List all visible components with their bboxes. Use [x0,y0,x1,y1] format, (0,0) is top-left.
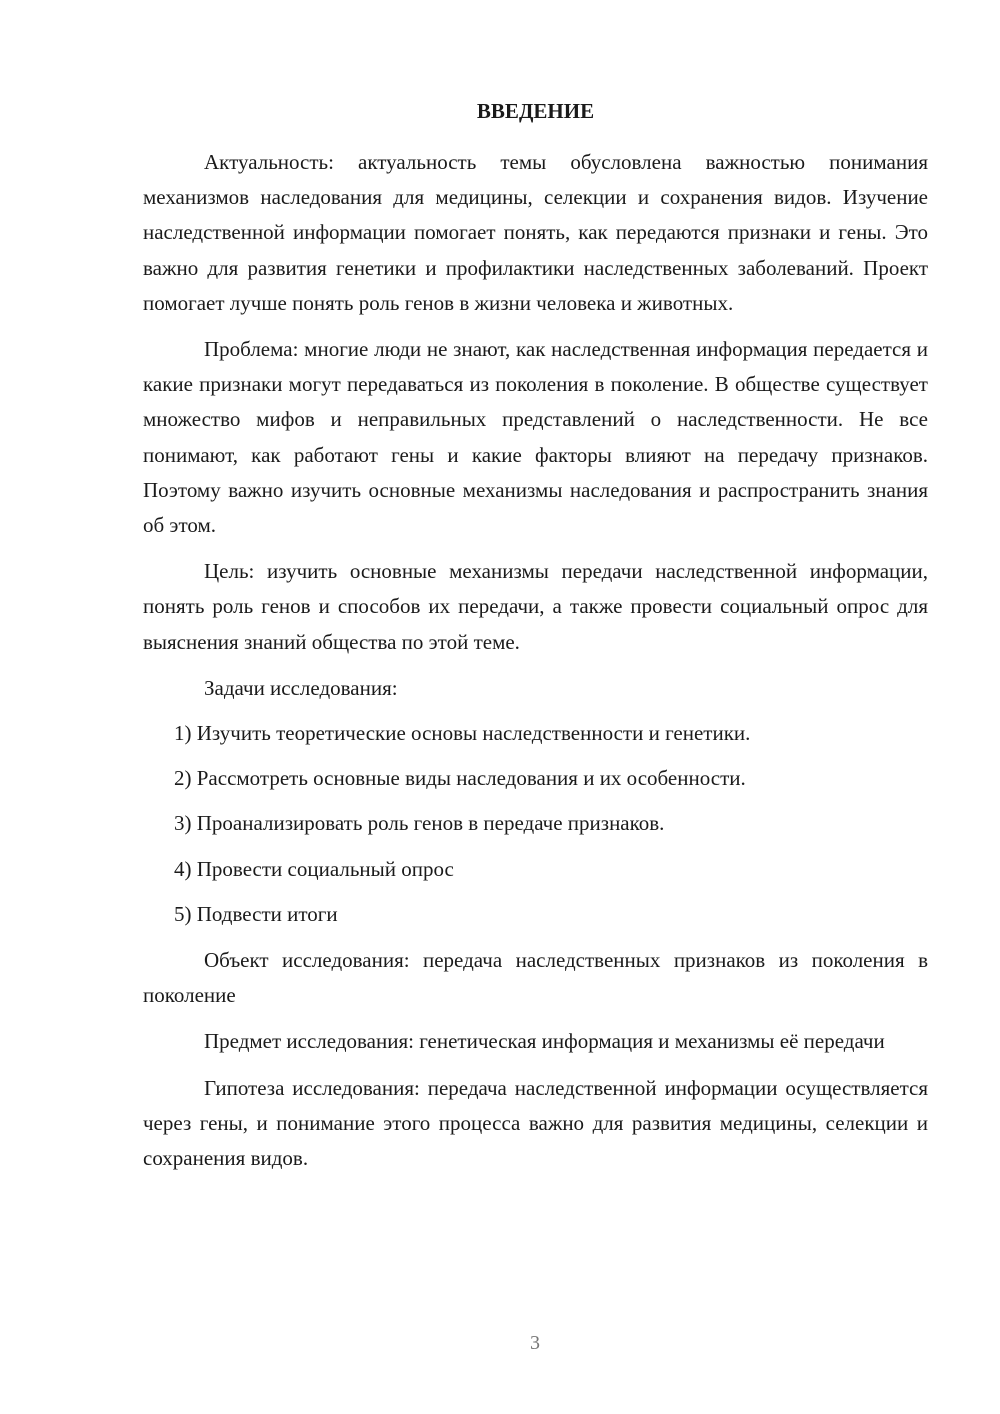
paragraph-object: Объект исследования: передача наследственных признаков из поколения в поколение [143,948,928,1008]
paragraph-problem: Проблема: многие люди не знают, как наследственная информация передается и какие признаки могут передаваться из поколения в поколение. В обществе существует множество мифов и неправильных представлений о наследственности. Не все понимают, как работают гены и какие факторы влияют на передачу признаков. Поэтому важно изучить основные механизмы наследования и распространить знания об этом. [143,337,928,538]
paragraph-hypothesis: Гипотеза исследования: передача наследственной информации осуществляется через гены, и понимание этого процесса важно для развития медицины, селекции и сохранения видов. [143,1075,928,1171]
page-number: 3 [530,1332,540,1354]
task-item: 3) Проанализировать роль генов в передаче признаков. [174,811,665,836]
task-item: 5) Подвести итоги [174,901,338,926]
tasks-heading: Задачи исследования: [204,675,398,700]
task-item: 2) Рассмотреть основные виды наследования и их особенности. [174,766,746,791]
task-item: 4) Провести социальный опрос [174,856,454,881]
page-title: ВВЕДЕНИЕ [476,99,595,123]
task-item: 1) Изучить теоретические основы наследственности и генетики. [174,721,751,746]
paragraph-subject: Предмет исследования: генетическая информация и механизмы её передачи [204,1029,885,1054]
paragraph-goal: Цель: изучить основные механизмы передачи наследственной информации, понять роль генов и способов их передачи, а также провести социальный опрос для выяснения знаний общества по этой теме. [143,559,928,654]
paragraph-relevance: Актуальность: актуальность темы обусловлена важностью понимания механизмов наследования для медицины, селекции и сохранения видов. Изучение наследственной информации помогает понять, как передаются признаки и гены. Это важно для развития генетики и профилактики наследственных заболеваний. Проект помогает лучше понять роль генов в жизни человека и животных. [143,150,928,315]
document-page [143,95,928,1176]
tasks-list [143,716,928,932]
